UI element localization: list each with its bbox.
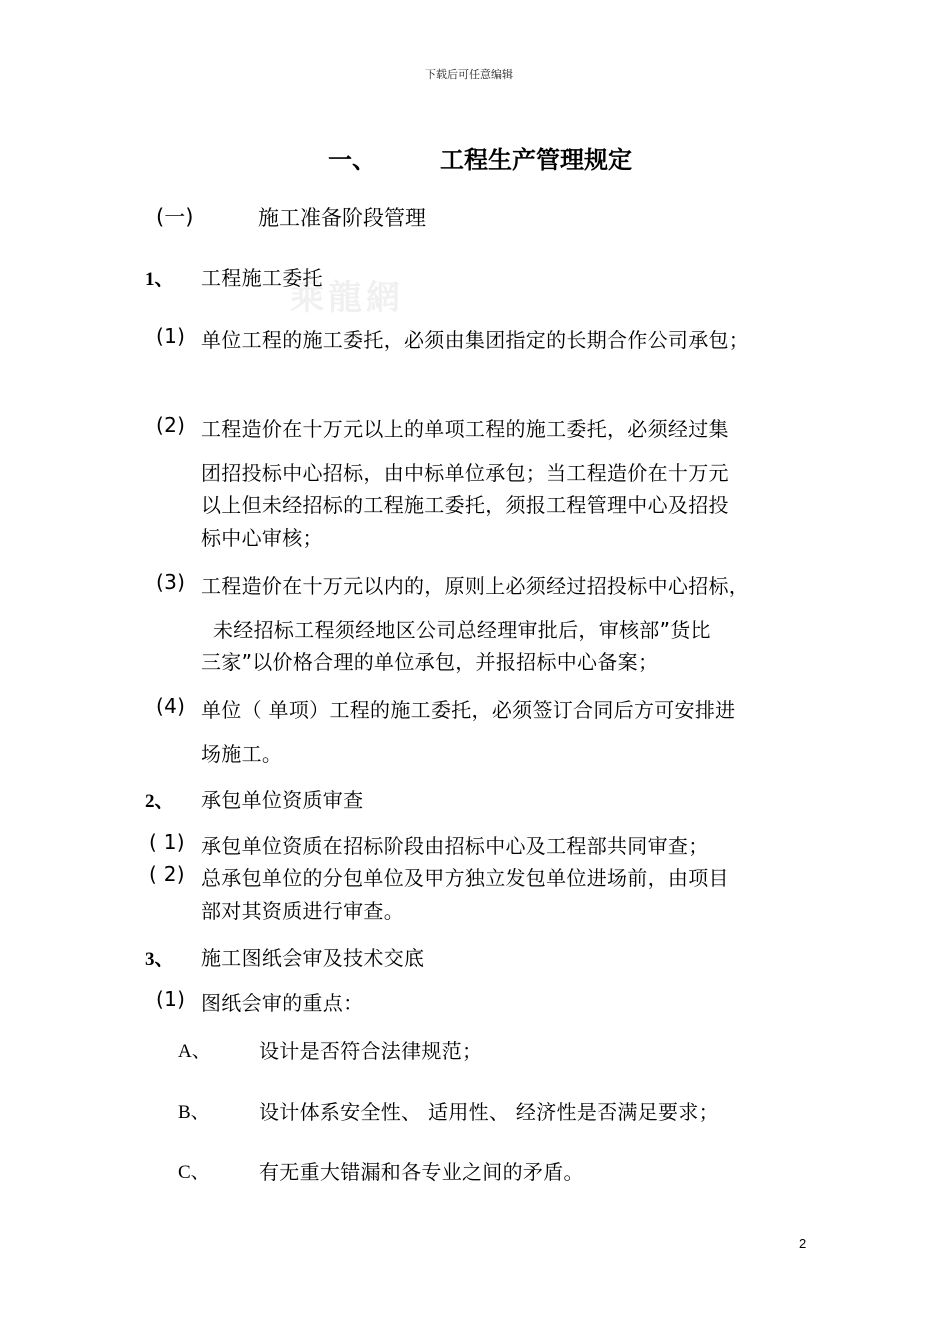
heading: 工程施工委托 [201,266,323,290]
item-number: (1) [156,987,186,1011]
page-header: 下载后可任意编辑 [425,68,513,81]
item-number: (4) [156,694,186,718]
section-title: 施工准备阶段管理 [258,206,426,230]
point-label: B、 [178,1102,210,1123]
point-text: 设计体系安全性、 适用性、 经济性是否满足要求； [259,1100,719,1124]
point-text: 有无重大错漏和各专业之间的矛盾。 [259,1160,584,1184]
paragraph-line: 以上但未经招标的工程施工委托，须报工程管理中心及招投 [201,493,729,517]
paragraph-line: 承包单位资质在招标阶段由招标中心及工程部共同审查； [201,834,709,858]
title-number: 一、 [328,146,376,174]
point-text: 设计是否符合法律规范； [259,1039,483,1063]
point-label: C、 [178,1162,210,1183]
paragraph-line: 部对其资质进行审查。 [201,899,404,923]
paragraph-line: 总承包单位的分包单位及甲方独立发包单位进场前，由项目 [201,866,729,890]
heading-number: 3、 [145,949,174,970]
paragraph-line: 未经招标工程须经地区公司总经理审批后，审核部”货比 [213,618,711,642]
paragraph-line: 工程造价在十万元以内的，原则上必须经过招投标中心招标， [201,574,750,598]
heading-number: 2、 [145,791,174,812]
item-number: (1) [156,324,186,348]
item-number: ( 2) [149,862,185,886]
watermark: 乘龍網 [290,278,404,318]
paragraph-line: 图纸会审的重点： [201,991,364,1015]
item-number: (3) [156,570,186,594]
heading: 施工图纸会审及技术交底 [201,946,425,970]
item-number: (2) [156,413,186,437]
paragraph-line: 团招投标中心招标，由中标单位承包；当工程造价在十万元 [201,461,729,485]
section-number: (一) [156,205,194,229]
paragraph-line: 单位工程的施工委托，必须由集团指定的长期合作公司承包； [201,328,750,352]
heading-number: 1、 [145,269,174,290]
paragraph-line: 标中心审核； [201,526,323,550]
page-title: 工程生产管理规定 [440,146,632,174]
paragraph-line: 三家”以价格合理的单位承包，并报招标中心备案； [201,650,659,674]
item-number: ( 1) [149,830,185,854]
paragraph-line: 场施工。 [201,742,283,766]
page-number: 2 [799,1236,807,1251]
paragraph-line: 单位（ 单项）工程的施工委托，必须签订合同后方可安排进 [201,698,736,722]
point-label: A、 [178,1041,211,1062]
paragraph-line: 工程造价在十万元以上的单项工程的施工委托，必须经过集 [201,417,729,441]
heading: 承包单位资质审查 [201,788,364,812]
